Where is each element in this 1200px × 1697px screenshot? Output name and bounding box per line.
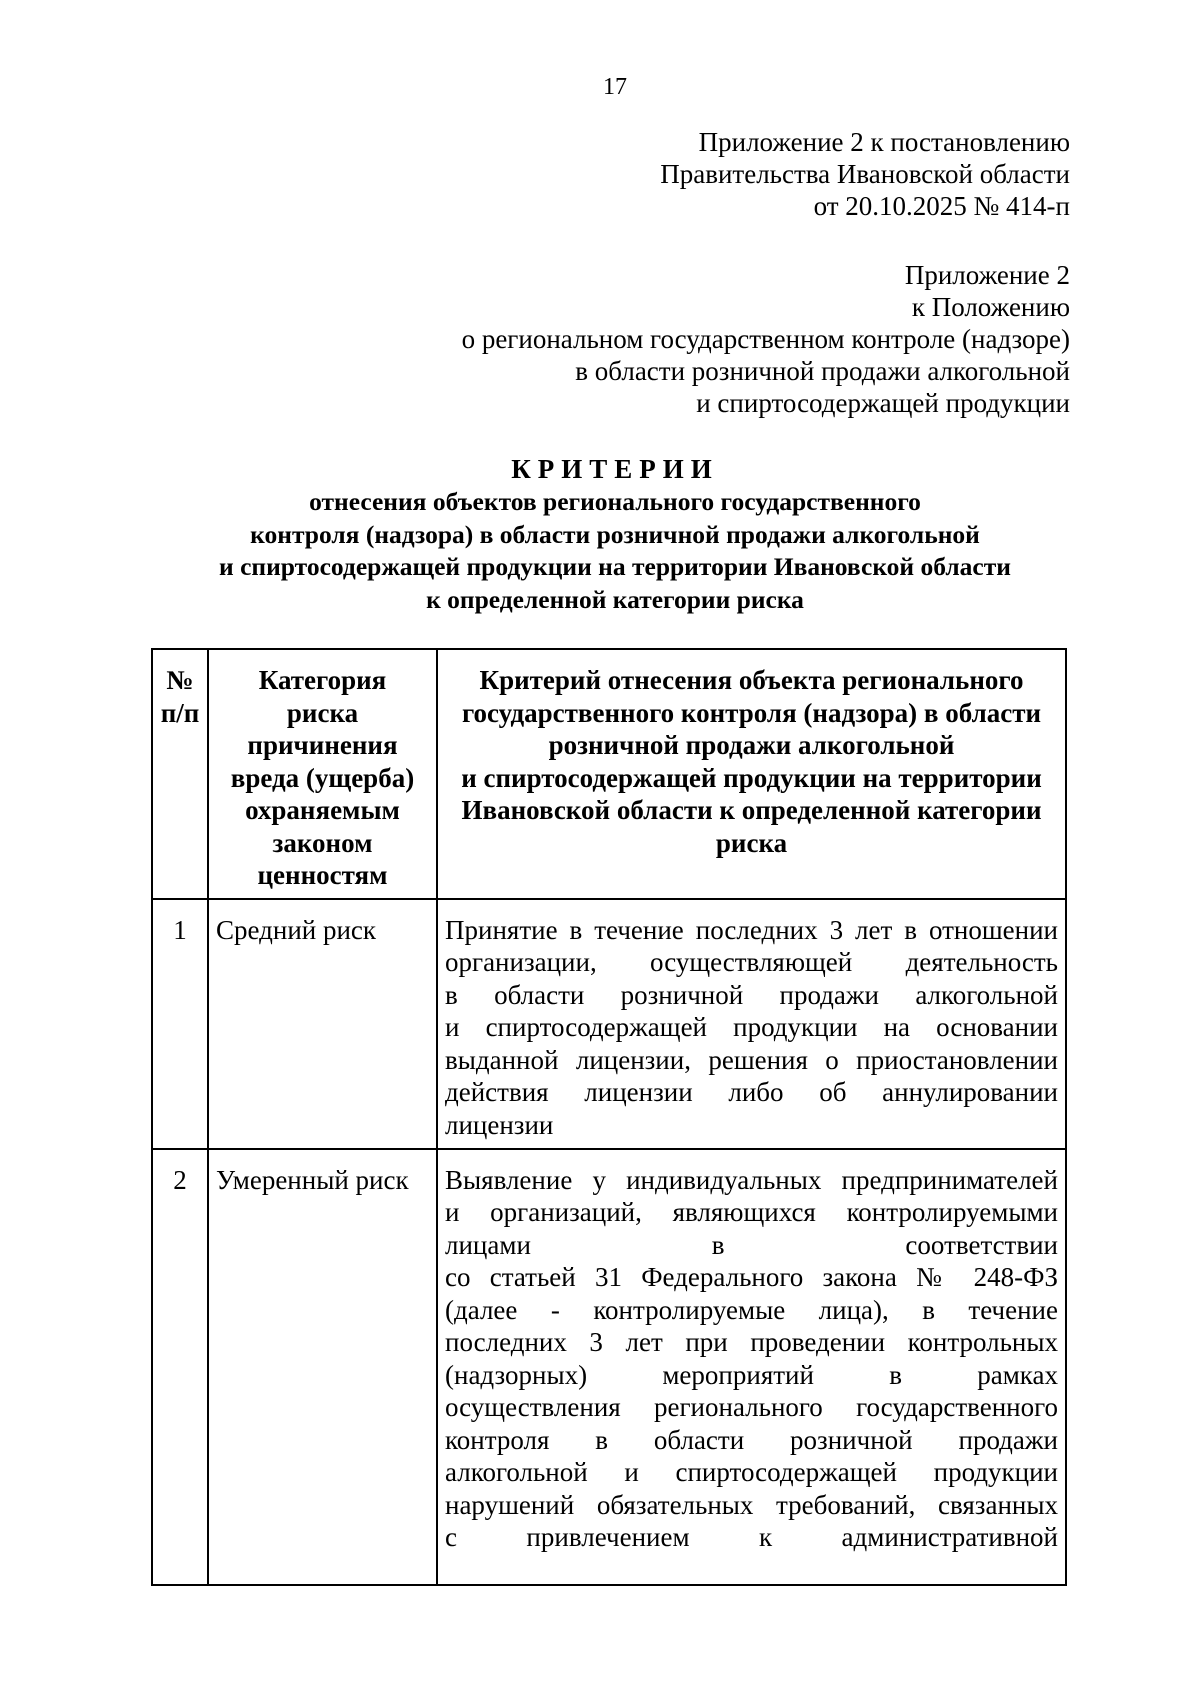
page-number: 17 — [603, 74, 627, 100]
appendix-regulation-line: в области розничной продажи алкогольной — [575, 356, 1070, 386]
appendix-regulation-line: о региональном государственном контроле (надзоре) — [461, 324, 1070, 354]
header-criterion: Критерий отнесения объекта регионального государственного контроля (надзора) в области розничной продажи алкогольной и спиртосодержащей продукции на территории Ивановской области к определенной категории риска — [437, 649, 1066, 899]
row-number: 2 — [152, 1149, 208, 1585]
title-main: КРИТЕРИИ — [511, 454, 719, 484]
row-risk-category: Умеренный риск — [208, 1149, 437, 1585]
header-risk-category: Категория риска причинения вреда (ущерба) охраняемым законом ценностям — [208, 649, 437, 899]
title-subtitle-line: и спиртосодержащей продукции на территории Ивановской области — [219, 552, 1011, 581]
title-subtitle-line: к определенной категории риска — [426, 584, 804, 614]
appendix-decree-line: Правительства Ивановской области — [660, 159, 1070, 189]
risk-criteria-table — [151, 648, 1067, 1586]
table-header-row — [152, 649, 1066, 899]
table-row — [152, 1149, 1066, 1585]
appendix-regulation-line: Приложение 2 — [904, 260, 1070, 290]
title-subtitle-line: отнесения объектов регионального государственного — [309, 487, 921, 516]
row-criterion: Выявление у индивидуальных предпринимателей и организаций, являющихся контролируемыми лицами в соответствии со статьей 31 Федерального закона № 248-ФЗ (далее - контролируемые лица), в течение последних 3 лет при проведении контрольных (надзорных) мероприятий в рамках осуществления регионального государственного контроля в области розничной продажи алкогольной и спиртосодержащей продукции нарушений обязательных требований, связанных с привлечением к административной — [437, 1149, 1066, 1585]
header-number: № п/п — [152, 649, 208, 899]
title-subtitle-line: контроля (надзора) в области розничной продажи алкогольной — [250, 519, 980, 549]
table-row — [152, 899, 1066, 1149]
row-criterion: Принятие в течение последних 3 лет в отношении организации, осуществляющей деятельность в области розничной продажи алкогольной и спиртосодержащей продукции на основании выданной лицензии, решения о приостановлении действия лицензии либо об аннулировании лицензии — [437, 899, 1066, 1149]
document-title — [0, 453, 1200, 616]
appendix-regulation-reference — [462, 259, 1070, 419]
appendix-regulation-line: и спиртосодержащей продукции — [696, 388, 1070, 418]
row-risk-category: Средний риск — [208, 899, 437, 1149]
appendix-decree-reference — [660, 126, 1070, 222]
appendix-decree-line: Приложение 2 к постановлению — [698, 127, 1070, 157]
row-number: 1 — [152, 899, 208, 1149]
appendix-decree-line: от 20.10.2025 № 414-п — [813, 191, 1070, 221]
appendix-regulation-line: к Положению — [911, 292, 1070, 322]
